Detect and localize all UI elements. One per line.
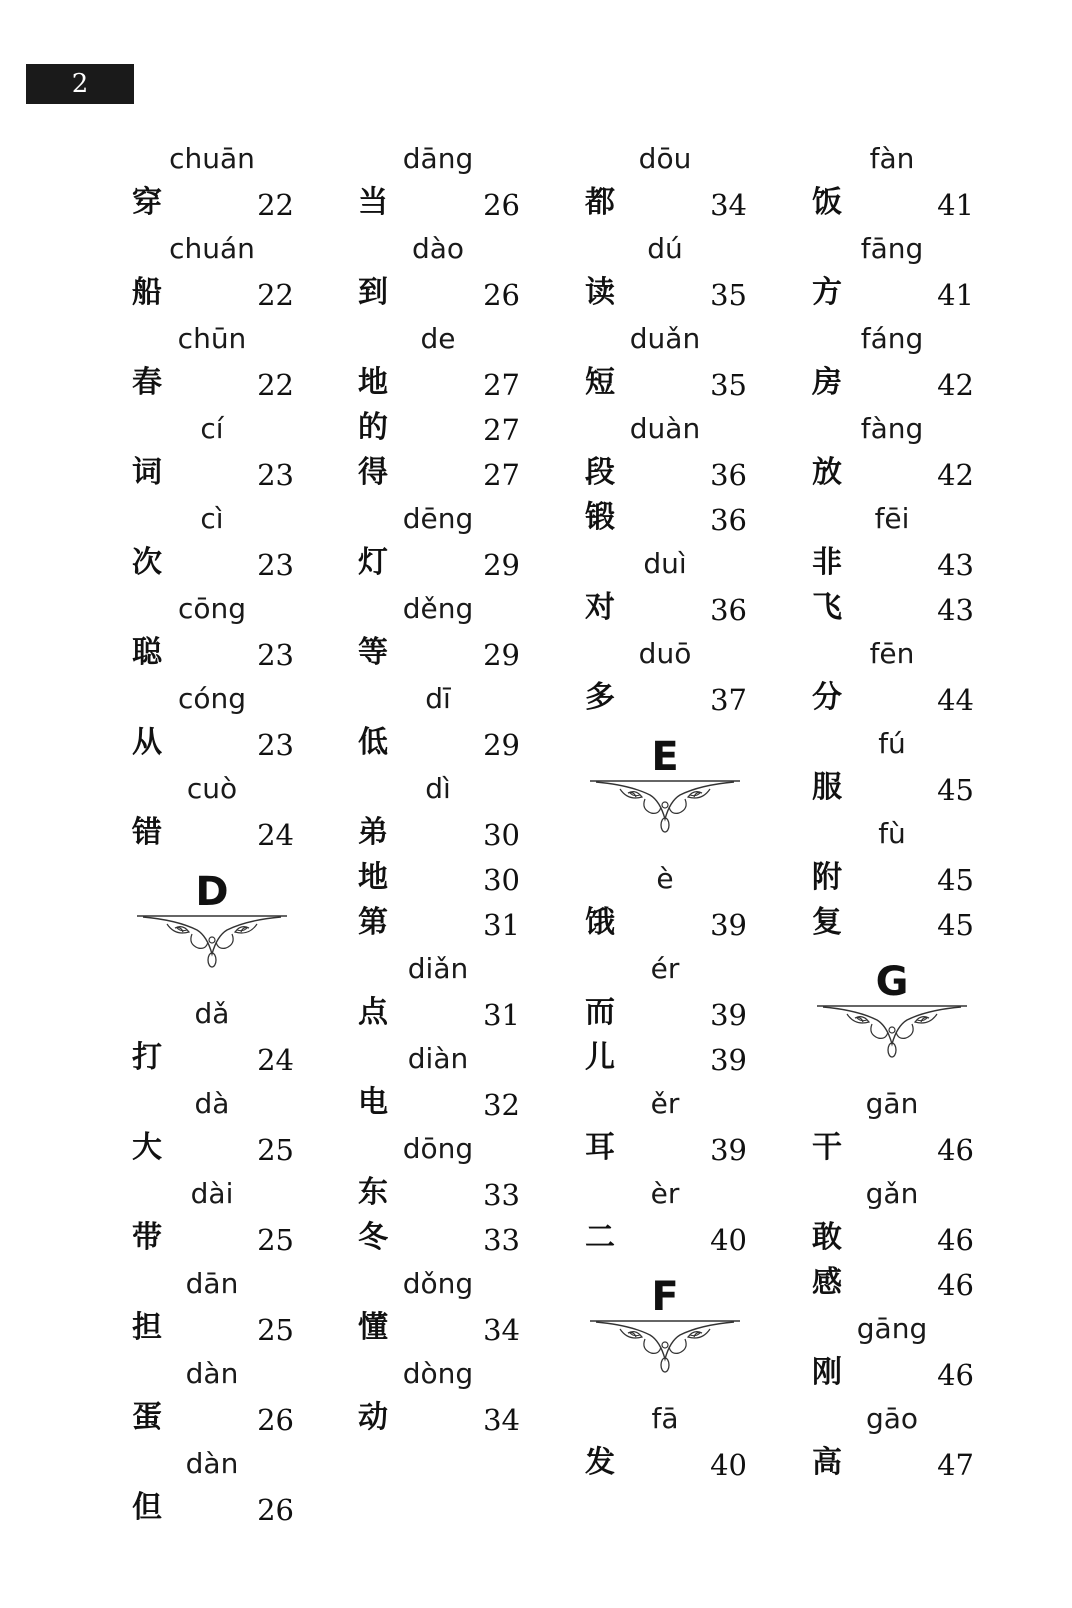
pinyin-row (132, 676, 332, 721)
entry-page-number: 27 (483, 458, 520, 492)
hanzi-character: 服 (812, 770, 842, 805)
index-entry (132, 631, 332, 676)
index-entry (358, 721, 558, 766)
index-entry (812, 1216, 1012, 1261)
entry-page-number: 39 (710, 908, 747, 942)
index-entry (585, 271, 785, 316)
pinyin-text: dài (190, 1177, 234, 1210)
entry-page-number: 29 (483, 638, 520, 672)
pinyin-row (585, 541, 785, 586)
pinyin-row (132, 406, 332, 451)
index-entry (132, 1396, 332, 1441)
pinyin-text: è (656, 862, 674, 895)
pinyin-row (585, 1396, 785, 1441)
index-entry (812, 541, 1012, 586)
index-entry (358, 451, 558, 496)
hanzi-character: 但 (132, 1490, 162, 1525)
hanzi-character: 大 (132, 1130, 162, 1165)
pinyin-row (358, 766, 558, 811)
hanzi-character: 都 (585, 185, 615, 220)
entry-page-number: 24 (257, 818, 294, 852)
entry-page-number: 23 (257, 458, 294, 492)
entry-page-number: 34 (710, 188, 747, 222)
pinyin-row (132, 1081, 332, 1126)
entry-page-number: 31 (483, 998, 520, 1032)
pinyin-row (132, 496, 332, 541)
entry-page-number: 36 (710, 458, 747, 492)
entry-page-number: 33 (483, 1178, 520, 1212)
index-entry (132, 541, 332, 586)
hanzi-character: 干 (812, 1130, 842, 1165)
entry-page-number: 41 (937, 278, 974, 312)
index-entry (585, 676, 785, 721)
entry-page-number: 36 (710, 593, 747, 627)
pinyin-row (585, 406, 785, 451)
hanzi-character: 灯 (358, 545, 388, 580)
index-entry (585, 451, 785, 496)
entry-page-number: 25 (257, 1133, 294, 1167)
pinyin-text: duǎn (629, 322, 701, 355)
pinyin-text: duàn (629, 412, 701, 445)
pinyin-text: chuān (169, 142, 255, 175)
entry-page-number: 27 (483, 413, 520, 447)
hanzi-character: 房 (812, 365, 842, 400)
hanzi-character: 方 (812, 275, 842, 310)
entry-page-number: 29 (483, 548, 520, 582)
index-entry (812, 1261, 1012, 1306)
ornament-divider-icon (590, 779, 740, 839)
entry-page-number: 45 (937, 908, 974, 942)
index-entry (358, 541, 558, 586)
index-entry (358, 181, 558, 226)
hanzi-character: 错 (132, 815, 162, 850)
entry-page-number: 33 (483, 1223, 520, 1257)
hanzi-character: 对 (585, 590, 615, 625)
page-number-badge (26, 64, 134, 104)
pinyin-row (132, 316, 332, 361)
pinyin-row (132, 766, 332, 811)
pinyin-row (812, 1396, 1012, 1441)
pinyin-text: gān (865, 1087, 919, 1120)
hanzi-character: 东 (358, 1175, 388, 1210)
index-entry (812, 181, 1012, 226)
index-entry (812, 451, 1012, 496)
index-entry (358, 1171, 558, 1216)
pinyin-text: gǎn (865, 1177, 919, 1210)
pinyin-text: dāng (402, 142, 474, 175)
hanzi-character: 春 (132, 365, 162, 400)
pinyin-text: fāng (860, 232, 924, 265)
entry-page-number: 41 (937, 188, 974, 222)
pinyin-text: chuán (169, 232, 255, 265)
hanzi-character: 聪 (132, 635, 162, 670)
index-entry (132, 361, 332, 406)
hanzi-character: 复 (812, 905, 842, 940)
hanzi-character: 第 (358, 905, 388, 940)
index-column-3 (585, 136, 785, 1486)
index-entry (812, 676, 1012, 721)
entry-page-number: 24 (257, 1043, 294, 1077)
entry-page-number: 46 (937, 1223, 974, 1257)
hanzi-character: 地 (358, 365, 388, 400)
pinyin-text: gāng (856, 1312, 928, 1345)
ornament-divider-icon (817, 1004, 967, 1064)
index-entry (585, 496, 785, 541)
hanzi-character: 儿 (585, 1040, 615, 1075)
pinyin-row (812, 721, 1012, 766)
index-column-1 (132, 136, 332, 1531)
pinyin-row (812, 1171, 1012, 1216)
entry-page-number: 32 (483, 1088, 520, 1122)
hanzi-character: 词 (132, 455, 162, 490)
index-entry (132, 1486, 332, 1531)
entry-page-number: 26 (257, 1493, 294, 1527)
index-entry (358, 811, 558, 856)
pinyin-row (358, 226, 558, 271)
pinyin-text: dī (425, 682, 451, 715)
hanzi-character: 段 (585, 455, 615, 490)
index-entry (358, 1306, 558, 1351)
entry-page-number: 30 (483, 863, 520, 897)
entry-page-number: 26 (257, 1403, 294, 1437)
pinyin-text: de (420, 322, 456, 355)
section-letter: F (651, 1274, 679, 1320)
hanzi-character: 放 (812, 455, 842, 490)
index-entry (812, 1351, 1012, 1396)
hanzi-character: 刚 (812, 1355, 842, 1390)
pinyin-row (132, 1171, 332, 1216)
hanzi-character: 等 (358, 635, 388, 670)
pinyin-text: cōng (177, 592, 247, 625)
hanzi-character: 的 (358, 410, 388, 445)
entry-page-number: 45 (937, 773, 974, 807)
pinyin-row (812, 1306, 1012, 1351)
entry-page-number: 26 (483, 188, 520, 222)
entry-page-number: 35 (710, 368, 747, 402)
pinyin-text: dàn (185, 1357, 239, 1390)
hanzi-character: 当 (358, 185, 388, 220)
hanzi-character: 二 (585, 1220, 615, 1255)
hanzi-character: 穿 (132, 185, 162, 220)
index-entry (358, 631, 558, 676)
pinyin-row (358, 586, 558, 631)
index-entry (132, 1306, 332, 1351)
index-entry (132, 271, 332, 316)
pinyin-row (585, 946, 785, 991)
hanzi-character: 弟 (358, 815, 388, 850)
pinyin-row (132, 991, 332, 1036)
pinyin-text: dēng (402, 502, 474, 535)
index-entry (812, 901, 1012, 946)
entry-page-number: 36 (710, 503, 747, 537)
pinyin-row (585, 316, 785, 361)
pinyin-row (358, 946, 558, 991)
entry-page-number: 46 (937, 1133, 974, 1167)
hanzi-character: 打 (132, 1040, 162, 1075)
entry-page-number: 23 (257, 728, 294, 762)
pinyin-text: ěr (650, 1087, 680, 1120)
pinyin-row (812, 496, 1012, 541)
pinyin-text: diǎn (407, 952, 469, 985)
hanzi-character: 锻 (585, 500, 615, 535)
pinyin-text: fàn (869, 142, 915, 175)
hanzi-character: 蛋 (132, 1400, 162, 1435)
index-entry (358, 406, 558, 451)
index-entry (812, 271, 1012, 316)
pinyin-row (132, 586, 332, 631)
pinyin-text: ér (650, 952, 680, 985)
pinyin-row (812, 1081, 1012, 1126)
hanzi-character: 而 (585, 995, 615, 1030)
index-entry (585, 181, 785, 226)
pinyin-row (585, 631, 785, 676)
entry-page-number: 43 (937, 548, 974, 582)
hanzi-character: 发 (585, 1445, 615, 1480)
section-letter: D (195, 869, 229, 915)
pinyin-text: fēi (874, 502, 910, 535)
ornament-divider-icon (137, 914, 287, 974)
entry-page-number: 29 (483, 728, 520, 762)
pinyin-row (358, 496, 558, 541)
index-entry (132, 1216, 332, 1261)
hanzi-character: 读 (585, 275, 615, 310)
hanzi-character: 分 (812, 680, 842, 715)
pinyin-text: dàn (185, 1447, 239, 1480)
hanzi-character: 饿 (585, 905, 615, 940)
pinyin-row (132, 1261, 332, 1306)
entry-page-number: 22 (257, 188, 294, 222)
entry-page-number: 39 (710, 1043, 747, 1077)
entry-page-number: 27 (483, 368, 520, 402)
index-entry (358, 991, 558, 1036)
hanzi-character: 地 (358, 860, 388, 895)
entry-page-number: 40 (710, 1448, 747, 1482)
pinyin-row (358, 1351, 558, 1396)
pinyin-text: gāo (865, 1402, 919, 1435)
index-entry (132, 451, 332, 496)
hanzi-character: 担 (132, 1310, 162, 1345)
index-entry (585, 1441, 785, 1486)
pinyin-text: cuò (186, 772, 238, 805)
hanzi-character: 电 (358, 1085, 388, 1120)
index-entry (812, 766, 1012, 811)
pinyin-text: fáng (860, 322, 924, 355)
pinyin-row (358, 1036, 558, 1081)
entry-page-number: 25 (257, 1223, 294, 1257)
hanzi-character: 次 (132, 545, 162, 580)
hanzi-character: 飞 (812, 590, 842, 625)
index-entry (358, 1216, 558, 1261)
hanzi-character: 感 (812, 1265, 842, 1300)
hanzi-character: 从 (132, 725, 162, 760)
hanzi-character: 动 (358, 1400, 388, 1435)
entry-page-number: 39 (710, 1133, 747, 1167)
pinyin-row (812, 406, 1012, 451)
index-entry (585, 1126, 785, 1171)
index-entry (132, 811, 332, 856)
hanzi-character: 多 (585, 680, 615, 715)
section-header (585, 721, 785, 856)
pinyin-text: dān (185, 1267, 239, 1300)
entry-page-number: 35 (710, 278, 747, 312)
pinyin-row (585, 856, 785, 901)
pinyin-text: chūn (177, 322, 247, 355)
pinyin-text: cí (200, 412, 224, 445)
entry-page-number: 31 (483, 908, 520, 942)
index-entry (132, 1126, 332, 1171)
index-entry (812, 361, 1012, 406)
pinyin-row (812, 316, 1012, 361)
pinyin-row (812, 226, 1012, 271)
entry-page-number: 39 (710, 998, 747, 1032)
index-entry (358, 856, 558, 901)
pinyin-row (358, 316, 558, 361)
pinyin-text: dōu (638, 142, 692, 175)
index-entry (358, 1081, 558, 1126)
entry-page-number: 44 (937, 683, 974, 717)
index-entry (585, 991, 785, 1036)
pinyin-text: fàng (860, 412, 924, 445)
section-letter: E (651, 734, 679, 780)
entry-page-number: 46 (937, 1358, 974, 1392)
hanzi-character: 敢 (812, 1220, 842, 1255)
entry-page-number: 37 (710, 683, 747, 717)
pinyin-text: dǒng (402, 1267, 474, 1300)
pinyin-text: dòng (402, 1357, 474, 1390)
pinyin-row (358, 676, 558, 721)
pinyin-text: diàn (407, 1042, 469, 1075)
hanzi-character: 高 (812, 1445, 842, 1480)
entry-page-number: 34 (483, 1403, 520, 1437)
index-column-2 (358, 136, 558, 1441)
hanzi-character: 耳 (585, 1130, 615, 1165)
pinyin-text: duō (638, 637, 692, 670)
entry-page-number: 42 (937, 368, 974, 402)
hanzi-character: 懂 (358, 1310, 388, 1345)
pinyin-text: èr (650, 1177, 680, 1210)
index-entry (132, 181, 332, 226)
pinyin-text: dà (194, 1087, 230, 1120)
entry-page-number: 34 (483, 1313, 520, 1347)
entry-page-number: 45 (937, 863, 974, 897)
entry-page-number: 26 (483, 278, 520, 312)
entry-page-number: 22 (257, 368, 294, 402)
hanzi-character: 点 (358, 995, 388, 1030)
index-entry (585, 901, 785, 946)
section-letter: G (875, 959, 909, 1005)
hanzi-character: 非 (812, 545, 842, 580)
index-entry (585, 586, 785, 631)
pinyin-text: fù (878, 817, 906, 850)
pinyin-row (585, 136, 785, 181)
pinyin-text: duì (643, 547, 687, 580)
pinyin-row (358, 136, 558, 181)
ornament-divider-icon (590, 1319, 740, 1379)
entry-page-number: 42 (937, 458, 974, 492)
section-header (812, 946, 1012, 1081)
index-entry (358, 361, 558, 406)
pinyin-text: dào (411, 232, 465, 265)
index-entry (132, 721, 332, 766)
pinyin-text: dōng (402, 1132, 474, 1165)
pinyin-row (132, 1351, 332, 1396)
hanzi-character: 得 (358, 455, 388, 490)
index-entry (585, 1036, 785, 1081)
hanzi-character: 船 (132, 275, 162, 310)
pinyin-text: dǎ (194, 997, 230, 1030)
entry-page-number: 23 (257, 548, 294, 582)
section-header (585, 1261, 785, 1396)
hanzi-character: 附 (812, 860, 842, 895)
pinyin-row (132, 226, 332, 271)
entry-page-number: 40 (710, 1223, 747, 1257)
pinyin-text: děng (402, 592, 474, 625)
entry-page-number: 23 (257, 638, 294, 672)
pinyin-text: dú (647, 232, 683, 265)
entry-page-number: 22 (257, 278, 294, 312)
pinyin-text: fēn (869, 637, 915, 670)
hanzi-character: 到 (358, 275, 388, 310)
entry-page-number: 30 (483, 818, 520, 852)
page-number: 2 (71, 69, 89, 99)
index-entry (812, 1441, 1012, 1486)
pinyin-row (358, 1261, 558, 1306)
pinyin-row (585, 1081, 785, 1126)
pinyin-text: fā (651, 1402, 679, 1435)
index-entry (358, 271, 558, 316)
hanzi-character: 带 (132, 1220, 162, 1255)
pinyin-text: fú (878, 727, 906, 760)
pinyin-row (585, 226, 785, 271)
pinyin-row (585, 1171, 785, 1216)
entry-page-number: 47 (937, 1448, 974, 1482)
hanzi-character: 饭 (812, 185, 842, 220)
pinyin-row (132, 1441, 332, 1486)
hanzi-character: 短 (585, 365, 615, 400)
pinyin-row (812, 631, 1012, 676)
index-entry (358, 901, 558, 946)
entry-page-number: 25 (257, 1313, 294, 1347)
index-entry (585, 1216, 785, 1261)
index-column-4 (812, 136, 1012, 1486)
entry-page-number: 43 (937, 593, 974, 627)
index-entry (358, 1396, 558, 1441)
pinyin-row (812, 136, 1012, 181)
index-entry (812, 586, 1012, 631)
section-header (132, 856, 332, 991)
pinyin-text: cóng (177, 682, 247, 715)
pinyin-text: cì (200, 502, 224, 535)
pinyin-row (132, 136, 332, 181)
index-entry (585, 361, 785, 406)
index-entry (132, 1036, 332, 1081)
pinyin-row (812, 811, 1012, 856)
index-entry (812, 856, 1012, 901)
pinyin-row (358, 1126, 558, 1171)
entry-page-number: 46 (937, 1268, 974, 1302)
index-entry (812, 1126, 1012, 1171)
hanzi-character: 冬 (358, 1220, 388, 1255)
pinyin-text: dì (425, 772, 451, 805)
hanzi-character: 低 (358, 725, 388, 760)
